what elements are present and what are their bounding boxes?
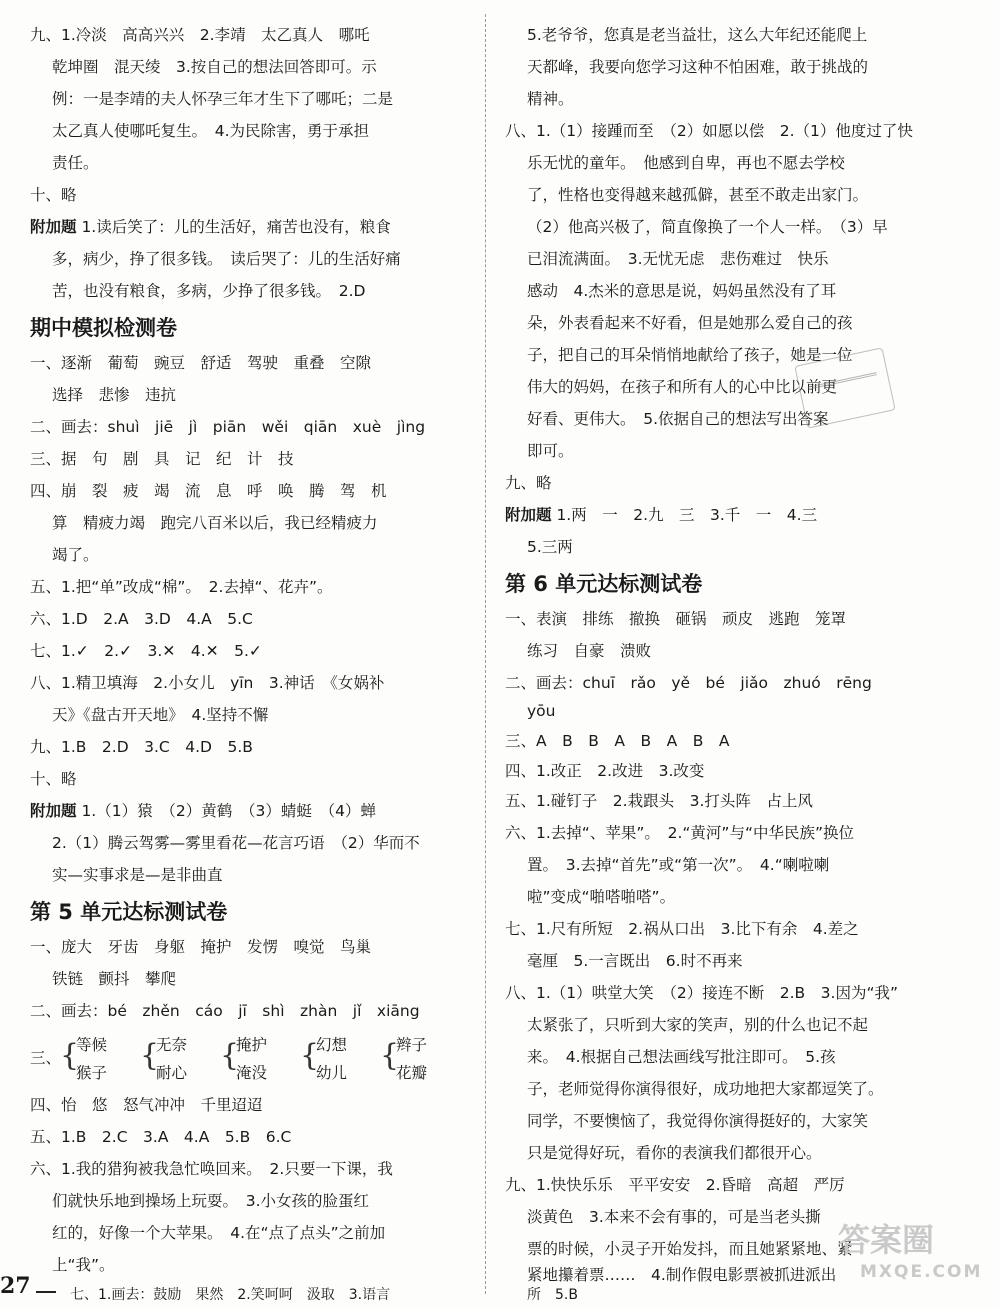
page-number: 27 — [0, 1273, 31, 1299]
answer-line: 啦”变成“啪嗒啪嗒”。 — [527, 888, 676, 906]
answer-line: 紧地攥着票…… 4.制作假电影票被抓进派出 — [527, 1266, 837, 1284]
answer-line: yōu — [527, 702, 556, 720]
answer-line: 二、画去：shuì jiē jì piān wěi qiān xuè jìng — [30, 418, 426, 436]
section-heading: 第 6 单元达标测试卷 — [505, 572, 703, 596]
answer-line: 了，性格也变得越来越孤僻，甚至不敢走出家门。 — [527, 186, 869, 204]
column-divider — [485, 14, 486, 1294]
answer-line: 票的时候，小灵子开始发抖，而且她紧紧地、紧 — [527, 1240, 853, 1258]
answer-line: 八、1.（1）接踵而至 （2）如愿以偿 2.（1）他度过了快 — [505, 122, 913, 140]
answer-line: 乾坤圈 混天绫 3.按自己的想法回答即可。示 — [52, 58, 377, 76]
answer-line: 例：一是李靖的夫人怀孕三年才生下了哪吒；二是 — [52, 90, 394, 108]
answer-line: 来。 4.根据自己想法画线写批注即可。 5.孩 — [527, 1048, 836, 1066]
answer-line: 八、1.（1）哄堂大笑 （2）接连不断 2.B 3.因为“我” — [505, 984, 899, 1002]
pair-bottom: 淹没 — [236, 1064, 268, 1082]
answer-line: 感动 4.杰米的意思是说，妈妈虽然没有了耳 — [527, 282, 837, 300]
answer-line: 练习 自豪 溃败 — [527, 642, 652, 660]
watermark-logo: 答案圈 — [838, 1221, 935, 1259]
answer-line: 铁链 颤抖 攀爬 — [52, 970, 177, 988]
pair-top: 幻想 — [316, 1036, 348, 1054]
answer-line: 天都峰，我要向您学习这种不怕困难，敢于挑战的 — [527, 58, 869, 76]
pair-top: 等候 — [76, 1036, 108, 1054]
answer-line: 六、1.去掉“、苹果”。 2.“黄河”与“中华民族”换位 — [505, 824, 855, 842]
answer-line: 九、1.B 2.D 3.C 4.D 5.B — [30, 738, 253, 756]
answer-line: 红的，好像一个大苹果。 4.在“点了点头”之前加 — [52, 1224, 386, 1242]
section-heading: 第 5 单元达标测试卷 — [30, 900, 228, 924]
answer-line — [30, 216, 391, 238]
answer-line: 乐无忧的童年。 他感到自卑，再也不愿去学校 — [527, 154, 845, 172]
answer-line — [505, 504, 817, 526]
pair-bottom: 耐心 — [156, 1064, 188, 1082]
bonus-label: 附加题 — [30, 218, 77, 236]
question-label: 三、 — [30, 1049, 62, 1067]
answer-line: 责任。 — [52, 154, 99, 172]
answer-line — [30, 800, 376, 822]
answer-line: 太乙真人使哪吒复生。 4.为民除害，勇于承担 — [52, 122, 370, 140]
answer-line: 九、略 — [505, 474, 552, 492]
answer-line: 一、表演 排练 撤换 砸锅 顽皮 逃跑 笼罩 — [505, 610, 847, 628]
answer-line: 十、略 — [30, 186, 77, 204]
pair-top: 无奈 — [156, 1036, 188, 1054]
brace-icon: { — [300, 1038, 320, 1073]
answer-line: 六、1.D 2.A 3.D 4.A 5.C — [30, 610, 253, 628]
answer-line: 同学，不要懊恼了，我觉得你演得挺好的，大家笑 — [527, 1112, 869, 1130]
answer-line: 只是觉得好玩，看你的表演我们都很开心。 — [527, 1144, 822, 1162]
answer-line: 好看、更伟大。 5.依据自己的想法写出答案 — [527, 410, 829, 428]
answer-line: 三、A B B A B A B A — [505, 732, 730, 750]
answer-line: 一、逐渐 葡萄 豌豆 舒适 驾驶 重叠 空隙 — [30, 354, 372, 372]
page-number-rule — [36, 1291, 56, 1293]
brace-icon: { — [220, 1038, 240, 1073]
answer-line: 子，把自己的耳朵悄悄地献给了孩子，她是一位 — [527, 346, 853, 364]
answer-line: 淡黄色 3.本来不会有事的，可是当老头撕 — [527, 1208, 821, 1226]
answer-line: 实—实事求是—是非曲直 — [52, 866, 223, 884]
answer-line: 已泪流满面。 3.无忧无虑 悲伤难过 快乐 — [527, 250, 829, 268]
answer-line: 即可。 — [527, 442, 574, 460]
answer-line: 一、庞大 牙齿 身躯 掩护 发愣 嗅觉 鸟巢 — [30, 938, 372, 956]
answer-line: 二、画去：chuī rǎo yě bé jiǎo zhuó rēng — [505, 674, 872, 692]
answer-line: 五、1.把“单”改成“棉”。 2.去掉“、花卉”。 — [30, 578, 333, 596]
answer-line: 子，老师觉得你演得很好，成功地把大家都逗笑了。 — [527, 1080, 884, 1098]
answer-text: 1.（1）猿 （2）黄鹤 （3）蜻蜓 （4）蝉 — [76, 802, 376, 820]
answer-line: 5.老爷爷，您真是老当益壮，这么大年纪还能爬上 — [527, 26, 868, 44]
answer-line: 七、1.尺有所短 2.祸从口出 3.比下有余 4.差之 — [505, 920, 859, 938]
answer-line: 伟大的妈妈，在孩子和所有人的心中比以前更 — [527, 378, 838, 396]
answer-line: 七、1.画去：鼓励 果然 2.笑呵呵 汲取 3.语言 — [70, 1287, 391, 1303]
answer-line: 精神。 — [527, 90, 574, 108]
answer-line: 五、1.B 2.C 3.A 4.A 5.B 6.C — [30, 1128, 292, 1146]
answer-line: 们就快乐地到操场上玩耍。 3.小女孩的脸蛋红 — [52, 1192, 370, 1210]
bonus-label: 附加题 — [505, 506, 552, 524]
answer-line: 七、1.✓ 2.✓ 3.✕ 4.✕ 5.✓ — [30, 642, 262, 660]
answer-line: 朵，外表看起来不好看，但是她那么爱自己的孩 — [527, 314, 853, 332]
answer-line: 5.三两 — [527, 538, 573, 556]
answer-text: 1.读后笑了：儿的生活好，痛苦也没有，粮食 — [76, 218, 391, 236]
answer-line: 多，病少，挣了很多钱。 读后哭了：儿的生活好痛 — [52, 250, 401, 268]
answer-line: 竭了。 — [52, 546, 99, 564]
brace-icon: { — [60, 1038, 80, 1073]
pair-top: 掩护 — [236, 1036, 268, 1054]
answer-line: 二、画去：bé zhěn cáo jī shì zhàn jǐ xiāng — [30, 1002, 420, 1020]
answer-line: 四、崩 裂 疲 竭 流 息 呼 唤 腾 驾 机 — [30, 482, 387, 500]
answer-line: 十、略 — [30, 770, 77, 788]
answer-line: 2.（1）腾云驾雾—雾里看花—花言巧语 （2）华而不 — [52, 834, 420, 852]
answer-text: 1.两 一 2.九 三 3.千 一 4.三 — [551, 506, 818, 524]
brace-icon: { — [140, 1038, 160, 1073]
answer-line: 毫厘 5.一言既出 6.时不再来 — [527, 952, 743, 970]
answer-line: 所 5.B — [527, 1287, 578, 1303]
pair-bottom: 幼儿 — [316, 1064, 348, 1082]
answer-line: 四、怡 悠 怒气冲冲 千里迢迢 — [30, 1096, 263, 1114]
watermark-url: MXQE.COM — [860, 1262, 983, 1282]
pair-bottom: 花瓣 — [396, 1064, 428, 1082]
answer-line: 置。 3.去掉“首先”或“第一次”。 4.“喇啦喇 — [527, 856, 830, 874]
answer-line: 算 精疲力竭 跑完八百米以后，我已经精疲力 — [52, 514, 378, 532]
section-heading: 期中模拟检测卷 — [30, 316, 177, 340]
answer-line: 太紧张了，只听到大家的笑声，别的什么也记不起 — [527, 1016, 869, 1034]
answer-line: 五、1.碰钉子 2.栽跟头 3.打头阵 占上风 — [505, 792, 813, 810]
answer-line: 三、据 句 剧 具 记 纪 计 技 — [30, 450, 294, 468]
answer-line: 九、1.冷淡 高高兴兴 2.李靖 太乙真人 哪吒 — [30, 26, 370, 44]
answer-line: 四、1.改正 2.改进 3.改变 — [505, 762, 705, 780]
answer-line: 上“我”。 — [52, 1256, 115, 1274]
answer-line: （2）他高兴极了，简直像换了一个人一样。 （3）早 — [527, 218, 888, 236]
answer-line: 八、1.精卫填海 2.小女儿 yīn 3.神话 《女娲补 — [30, 674, 385, 692]
pair-bottom: 猴子 — [76, 1064, 108, 1082]
pair-top: 辫子 — [396, 1036, 428, 1054]
answer-line: 苦，也没有粮食，多病，少挣了很多钱。 2.D — [52, 282, 366, 300]
answer-line: 六、1.我的猎狗被我急忙唤回来。 2.只要一下课，我 — [30, 1160, 393, 1178]
bonus-label: 附加题 — [30, 802, 77, 820]
answer-line: 九、1.快快乐乐 平平安安 2.昏暗 高超 严厉 — [505, 1176, 845, 1194]
answer-line: 选择 悲惨 违抗 — [52, 386, 177, 404]
answer-line: 天》《盘古开天地》 4.坚持不懈 — [52, 706, 269, 724]
brace-icon: { — [380, 1038, 400, 1073]
